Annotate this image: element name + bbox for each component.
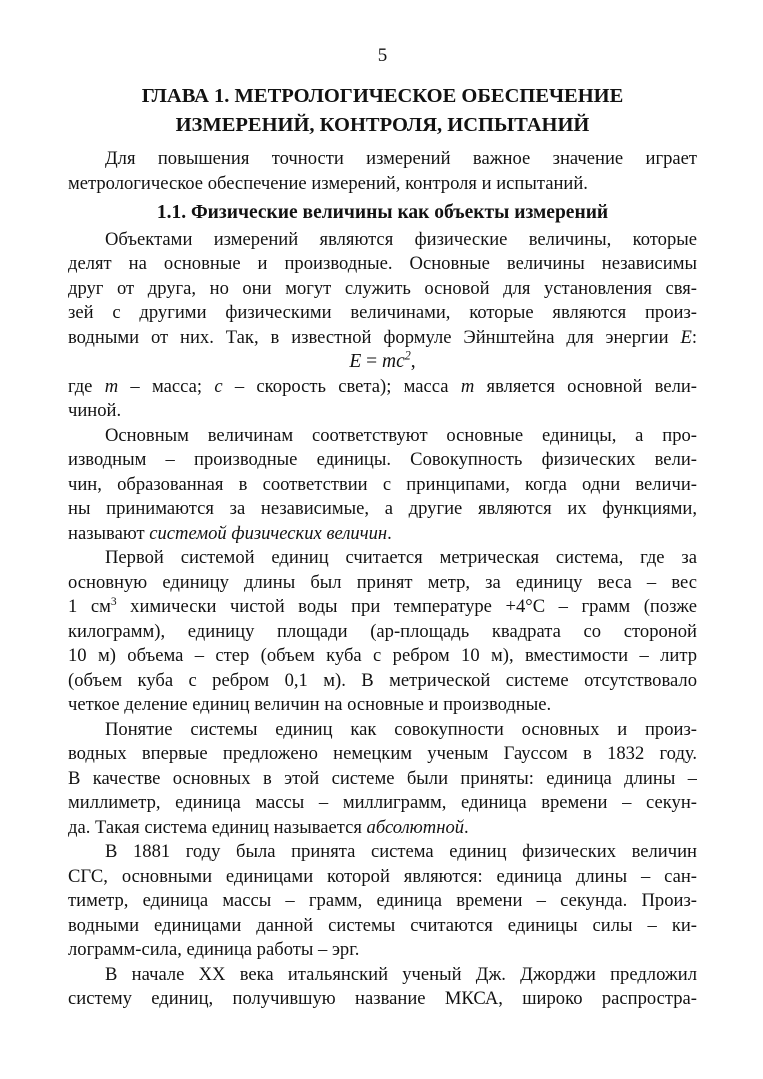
text-line: Первой системой единиц считается метрическая система, где за	[105, 547, 697, 568]
einstein-formula: $E = mc^2$,	[349, 348, 416, 372]
page-number: 5	[377, 45, 388, 66]
text-line: миллиметр, единица массы – миллиграмм, единица времени – секун-	[68, 792, 697, 813]
text-line: Для повышения точности измерений важное значение играет	[105, 148, 697, 169]
text-line: 10 м) объема – стер (объем куба с ребром 10 м), вместимости – литр	[68, 645, 697, 666]
chapter-heading	[68, 82, 697, 140]
text-line: водными единицами данной системы считаются единицы силы – ки-	[68, 914, 697, 936]
text-line: изводным – производные единицы. Совокупность физических вели-	[68, 449, 697, 470]
text-line: где m – масса; c – скорость света); масса m является основной вели-	[68, 375, 697, 397]
paragraph	[68, 147, 697, 196]
text-line: ны принимаются за независимые, а другие являются их функциями,	[68, 498, 697, 519]
text-line: называют системой физических величин.	[68, 522, 392, 544]
text-line: чиной.	[68, 400, 122, 421]
text-line: В качестве основных в этой системе были приняты: единица длины –	[68, 767, 697, 789]
chapter-heading-line-1: ГЛАВА 1. МЕТРОЛОГИЧЕСКОЕ ОБЕСПЕЧЕНИЕ	[141, 85, 624, 107]
text-line: чин, образованная в соответствии с принципами, когда одни величи-	[68, 473, 697, 495]
text-line: килограмм), единицу площади (ар-площадь квадрата со стороной	[68, 620, 697, 642]
paragraph	[68, 424, 697, 547]
body-text	[68, 147, 697, 1012]
text-line: зей с другими физическими величинами, которые являются произ-	[68, 302, 697, 323]
paragraph	[68, 546, 697, 718]
text-line: Понятие системы единиц как совокупности основных и произ-	[105, 718, 697, 740]
text-line: Основным величинам соответствуют основные единицы, а про-	[105, 424, 697, 446]
text-line: да. Такая система единиц называется абсолютной.	[68, 816, 469, 838]
text-line: водными от них. Так, в известной формуле Эйнштейна для энергии E:	[68, 326, 697, 348]
text-line: четкое деление единиц величин на основные и производные.	[68, 694, 552, 715]
text-line: 1 $см^3$ химически чистой воды при температуре +4°С – грамм (позже	[68, 595, 697, 617]
text-line: метрологическое обеспечение измерений, контроля и испытаний.	[68, 172, 588, 194]
text-line: В начале XX века итальянский ученый Дж. Джорджи предложил	[105, 963, 697, 985]
text-line: основную единицу длины был принят метр, за единицу веса – вес	[68, 571, 697, 593]
chapter-heading-line-2: ИЗМЕРЕНИЙ, КОНТРОЛЯ, ИСПЫТАНИЙ	[175, 114, 590, 136]
section-heading: 1.1. Физические величины как объекты измерений	[156, 202, 609, 223]
paragraph	[68, 963, 697, 1012]
text-line: СГС, основными единицами которой являются: единица длины – сан-	[68, 865, 697, 887]
text-line: систему единиц, получившую название МКСА, широко распростра-	[68, 988, 697, 1009]
paragraph	[68, 840, 697, 963]
text-line: Объектами измерений являются физические величины, которые	[105, 228, 697, 250]
text-line: друг от друга, но они могут служить основой для установления свя-	[68, 277, 697, 299]
text-line: (объем куба с ребром 0,1 м). В метрической системе отсутствовало	[68, 669, 697, 691]
text-line: делят на основные и производные. Основные величины независимы	[68, 253, 697, 274]
text-line: лограмм-сила, единица работы – эрг.	[68, 939, 360, 960]
text-line: тиметр, единица массы – грамм, единица времени – секунда. Произ-	[68, 890, 697, 911]
paragraph	[68, 228, 697, 351]
paragraph	[68, 718, 697, 841]
paragraph	[68, 375, 697, 424]
text-line: водных впервые предложено немецким ученым Гауссом в 1832 году.	[68, 743, 697, 764]
text-line: В 1881 году была принята система единиц физических величин	[105, 841, 697, 862]
